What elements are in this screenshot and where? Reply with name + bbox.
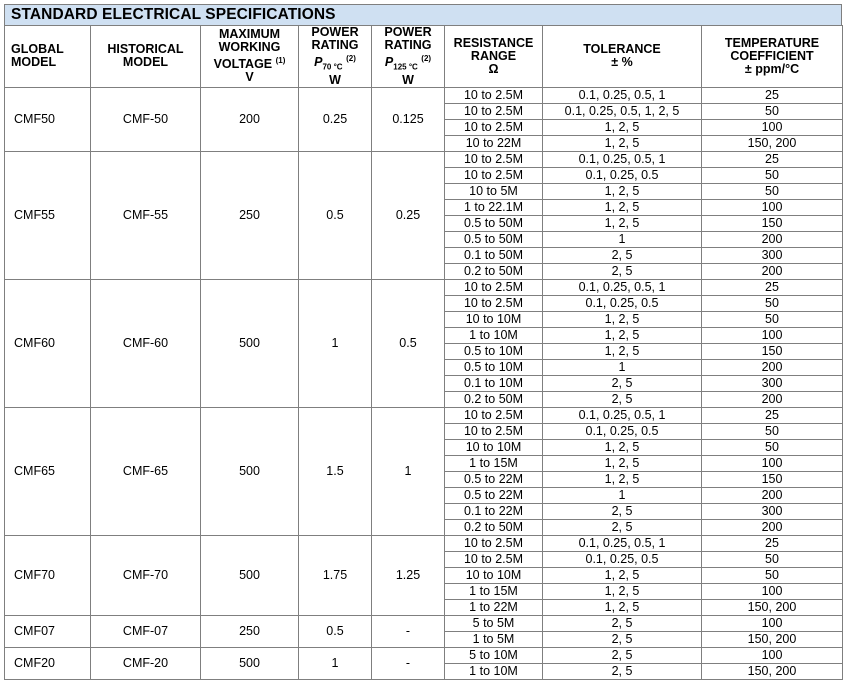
resistance-range-cell: 10 to 2.5M bbox=[445, 407, 543, 423]
temp-coefficient-cell: 25 bbox=[702, 151, 843, 167]
temp-coefficient-cell: 100 bbox=[702, 119, 843, 135]
power-70-cell: 0.25 bbox=[299, 87, 372, 151]
tolerance-cell: 1 bbox=[543, 231, 702, 247]
temp-coefficient-cell: 25 bbox=[702, 279, 843, 295]
resistance-range-cell: 5 to 10M bbox=[445, 647, 543, 663]
resistance-range-cell: 1 to 10M bbox=[445, 663, 543, 679]
tolerance-cell: 1 bbox=[543, 359, 702, 375]
power-125-cell: 0.25 bbox=[372, 151, 445, 279]
resistance-range-cell: 10 to 2.5M bbox=[445, 167, 543, 183]
header-global-model: GLOBAL MODEL bbox=[5, 26, 91, 88]
spec-table-body bbox=[5, 87, 843, 679]
tolerance-cell: 1, 2, 5 bbox=[543, 455, 702, 471]
temp-coefficient-cell: 300 bbox=[702, 375, 843, 391]
tolerance-cell: 1, 2, 5 bbox=[543, 215, 702, 231]
resistance-range-cell: 10 to 2.5M bbox=[445, 295, 543, 311]
tolerance-cell: 1 bbox=[543, 487, 702, 503]
tolerance-cell: 0.1, 0.25, 0.5 bbox=[543, 295, 702, 311]
temp-coefficient-cell: 200 bbox=[702, 263, 843, 279]
temp-coefficient-cell: 100 bbox=[702, 455, 843, 471]
resistance-range-cell: 0.5 to 10M bbox=[445, 359, 543, 375]
temp-coefficient-cell: 300 bbox=[702, 503, 843, 519]
header-max-working-voltage: MAXIMUM WORKING VOLTAGE $^{(1)}$ V bbox=[201, 26, 299, 88]
resistance-range-cell: 0.2 to 50M bbox=[445, 519, 543, 535]
power-125-cell: 0.5 bbox=[372, 279, 445, 407]
global-model-cell: CMF07 bbox=[5, 615, 91, 647]
tolerance-cell: 1, 2, 5 bbox=[543, 183, 702, 199]
temp-coefficient-cell: 200 bbox=[702, 519, 843, 535]
power-125-cell: - bbox=[372, 647, 445, 679]
historical-model-cell: CMF-60 bbox=[91, 279, 201, 407]
tolerance-cell: 1, 2, 5 bbox=[543, 119, 702, 135]
resistance-range-cell: 10 to 10M bbox=[445, 311, 543, 327]
temp-coefficient-cell: 150, 200 bbox=[702, 135, 843, 151]
resistance-range-cell: 10 to 2.5M bbox=[445, 103, 543, 119]
temp-coefficient-cell: 300 bbox=[702, 247, 843, 263]
temp-coefficient-cell: 50 bbox=[702, 103, 843, 119]
temp-coefficient-cell: 100 bbox=[702, 583, 843, 599]
tolerance-cell: 0.1, 0.25, 0.5, 1 bbox=[543, 535, 702, 551]
temp-coefficient-cell: 50 bbox=[702, 295, 843, 311]
tolerance-cell: 0.1, 0.25, 0.5, 1 bbox=[543, 407, 702, 423]
resistance-range-cell: 10 to 2.5M bbox=[445, 535, 543, 551]
global-model-cell: CMF20 bbox=[5, 647, 91, 679]
tolerance-cell: 1, 2, 5 bbox=[543, 471, 702, 487]
table-row bbox=[5, 87, 843, 103]
resistance-range-cell: 0.5 to 22M bbox=[445, 471, 543, 487]
temp-coefficient-cell: 25 bbox=[702, 535, 843, 551]
tolerance-cell: 2, 5 bbox=[543, 615, 702, 631]
temp-coefficient-cell: 150, 200 bbox=[702, 599, 843, 615]
resistance-range-cell: 0.5 to 10M bbox=[445, 343, 543, 359]
temp-coefficient-cell: 200 bbox=[702, 359, 843, 375]
tolerance-cell: 1, 2, 5 bbox=[543, 599, 702, 615]
tolerance-cell: 2, 5 bbox=[543, 503, 702, 519]
temp-coefficient-cell: 150 bbox=[702, 215, 843, 231]
temp-coefficient-cell: 200 bbox=[702, 487, 843, 503]
resistance-range-cell: 1 to 22M bbox=[445, 599, 543, 615]
resistance-range-cell: 5 to 5M bbox=[445, 615, 543, 631]
power-125-cell: - bbox=[372, 615, 445, 647]
tolerance-cell: 2, 5 bbox=[543, 375, 702, 391]
historical-model-cell: CMF-65 bbox=[91, 407, 201, 535]
tolerance-cell: 0.1, 0.25, 0.5, 1 bbox=[543, 151, 702, 167]
power-70-cell: 0.5 bbox=[299, 615, 372, 647]
table-row bbox=[5, 407, 843, 423]
power-125-cell: 1 bbox=[372, 407, 445, 535]
header-historical-model: HISTORICAL MODEL bbox=[91, 26, 201, 88]
resistance-range-cell: 10 to 10M bbox=[445, 439, 543, 455]
temp-coefficient-cell: 50 bbox=[702, 551, 843, 567]
tolerance-cell: 1, 2, 5 bbox=[543, 567, 702, 583]
temp-coefficient-cell: 100 bbox=[702, 199, 843, 215]
tolerance-cell: 1, 2, 5 bbox=[543, 199, 702, 215]
spec-table bbox=[4, 25, 843, 680]
resistance-range-cell: 10 to 2.5M bbox=[445, 151, 543, 167]
resistance-range-cell: 10 to 2.5M bbox=[445, 87, 543, 103]
max-voltage-cell: 500 bbox=[201, 535, 299, 615]
power-125-cell: 1.25 bbox=[372, 535, 445, 615]
tolerance-cell: 2, 5 bbox=[543, 247, 702, 263]
table-row bbox=[5, 151, 843, 167]
temp-coefficient-cell: 50 bbox=[702, 423, 843, 439]
historical-model-cell: CMF-50 bbox=[91, 87, 201, 151]
tolerance-cell: 0.1, 0.25, 0.5 bbox=[543, 423, 702, 439]
tolerance-cell: 2, 5 bbox=[543, 391, 702, 407]
max-voltage-cell: 250 bbox=[201, 615, 299, 647]
header-resistance-range: RESISTANCE RANGE Ω bbox=[445, 26, 543, 88]
temp-coefficient-cell: 150 bbox=[702, 343, 843, 359]
temp-coefficient-cell: 150, 200 bbox=[702, 663, 843, 679]
tolerance-cell: 1, 2, 5 bbox=[543, 583, 702, 599]
table-row bbox=[5, 535, 843, 551]
tolerance-cell: 1, 2, 5 bbox=[543, 327, 702, 343]
tolerance-cell: 2, 5 bbox=[543, 519, 702, 535]
tolerance-cell: 0.1, 0.25, 0.5, 1 bbox=[543, 87, 702, 103]
tolerance-cell: 0.1, 0.25, 0.5, 1 bbox=[543, 279, 702, 295]
resistance-range-cell: 10 to 22M bbox=[445, 135, 543, 151]
tolerance-cell: 1, 2, 5 bbox=[543, 135, 702, 151]
temp-coefficient-cell: 200 bbox=[702, 391, 843, 407]
global-model-cell: CMF50 bbox=[5, 87, 91, 151]
resistance-range-cell: 10 to 10M bbox=[445, 567, 543, 583]
power-70-cell: 1.75 bbox=[299, 535, 372, 615]
tolerance-cell: 2, 5 bbox=[543, 263, 702, 279]
resistance-range-cell: 0.5 to 50M bbox=[445, 215, 543, 231]
table-row bbox=[5, 279, 843, 295]
historical-model-cell: CMF-55 bbox=[91, 151, 201, 279]
resistance-range-cell: 1 to 5M bbox=[445, 631, 543, 647]
tolerance-cell: 0.1, 0.25, 0.5, 1, 2, 5 bbox=[543, 103, 702, 119]
resistance-range-cell: 1 to 10M bbox=[445, 327, 543, 343]
header-tolerance: TOLERANCE ± % bbox=[543, 26, 702, 88]
resistance-range-cell: 1 to 22.1M bbox=[445, 199, 543, 215]
global-model-cell: CMF70 bbox=[5, 535, 91, 615]
tolerance-cell: 1, 2, 5 bbox=[543, 311, 702, 327]
header-power-rating-125: POWER RATING $P_{125 ^\circ C}$ $^{(2)}$ W bbox=[372, 26, 445, 88]
resistance-range-cell: 0.2 to 50M bbox=[445, 263, 543, 279]
resistance-range-cell: 0.2 to 50M bbox=[445, 391, 543, 407]
temp-coefficient-cell: 100 bbox=[702, 615, 843, 631]
temp-coefficient-cell: 50 bbox=[702, 439, 843, 455]
temp-coefficient-cell: 50 bbox=[702, 167, 843, 183]
power-70-cell: 1 bbox=[299, 279, 372, 407]
power-70-cell: 1 bbox=[299, 647, 372, 679]
resistance-range-cell: 1 to 15M bbox=[445, 583, 543, 599]
historical-model-cell: CMF-70 bbox=[91, 535, 201, 615]
max-voltage-cell: 500 bbox=[201, 647, 299, 679]
resistance-range-cell: 10 to 2.5M bbox=[445, 279, 543, 295]
resistance-range-cell: 0.5 to 50M bbox=[445, 231, 543, 247]
resistance-range-cell: 0.5 to 22M bbox=[445, 487, 543, 503]
max-voltage-cell: 200 bbox=[201, 87, 299, 151]
resistance-range-cell: 10 to 2.5M bbox=[445, 551, 543, 567]
resistance-range-cell: 10 to 2.5M bbox=[445, 423, 543, 439]
resistance-range-cell: 1 to 15M bbox=[445, 455, 543, 471]
max-voltage-cell: 250 bbox=[201, 151, 299, 279]
global-model-cell: CMF55 bbox=[5, 151, 91, 279]
tolerance-cell: 1, 2, 5 bbox=[543, 439, 702, 455]
tolerance-cell: 1, 2, 5 bbox=[543, 343, 702, 359]
temp-coefficient-cell: 200 bbox=[702, 231, 843, 247]
max-voltage-cell: 500 bbox=[201, 407, 299, 535]
header-power-rating-70: POWER RATING $P_{70 ^\circ C}$ $^{(2)}$ W bbox=[299, 26, 372, 88]
power-70-cell: 0.5 bbox=[299, 151, 372, 279]
resistance-range-cell: 10 to 2.5M bbox=[445, 119, 543, 135]
table-title: STANDARD ELECTRICAL SPECIFICATIONS bbox=[4, 4, 842, 26]
header-row bbox=[5, 26, 843, 88]
tolerance-cell: 0.1, 0.25, 0.5 bbox=[543, 551, 702, 567]
tolerance-cell: 2, 5 bbox=[543, 663, 702, 679]
tolerance-cell: 2, 5 bbox=[543, 631, 702, 647]
temp-coefficient-cell: 100 bbox=[702, 327, 843, 343]
temp-coefficient-cell: 150, 200 bbox=[702, 631, 843, 647]
temp-coefficient-cell: 50 bbox=[702, 183, 843, 199]
historical-model-cell: CMF-20 bbox=[91, 647, 201, 679]
global-model-cell: CMF65 bbox=[5, 407, 91, 535]
power-125-cell: 0.125 bbox=[372, 87, 445, 151]
global-model-cell: CMF60 bbox=[5, 279, 91, 407]
tolerance-cell: 2, 5 bbox=[543, 647, 702, 663]
temp-coefficient-cell: 25 bbox=[702, 87, 843, 103]
tolerance-cell: 0.1, 0.25, 0.5 bbox=[543, 167, 702, 183]
table-row bbox=[5, 615, 843, 631]
power-70-cell: 1.5 bbox=[299, 407, 372, 535]
temp-coefficient-cell: 50 bbox=[702, 311, 843, 327]
temp-coefficient-cell: 50 bbox=[702, 567, 843, 583]
resistance-range-cell: 10 to 5M bbox=[445, 183, 543, 199]
temp-coefficient-cell: 100 bbox=[702, 647, 843, 663]
resistance-range-cell: 0.1 to 10M bbox=[445, 375, 543, 391]
historical-model-cell: CMF-07 bbox=[91, 615, 201, 647]
resistance-range-cell: 0.1 to 22M bbox=[445, 503, 543, 519]
temp-coefficient-cell: 25 bbox=[702, 407, 843, 423]
temp-coefficient-cell: 150 bbox=[702, 471, 843, 487]
table-row bbox=[5, 647, 843, 663]
resistance-range-cell: 0.1 to 50M bbox=[445, 247, 543, 263]
header-temperature-coefficient: TEMPERATURE COEFFICIENT ± ppm/°C bbox=[702, 26, 843, 88]
max-voltage-cell: 500 bbox=[201, 279, 299, 407]
